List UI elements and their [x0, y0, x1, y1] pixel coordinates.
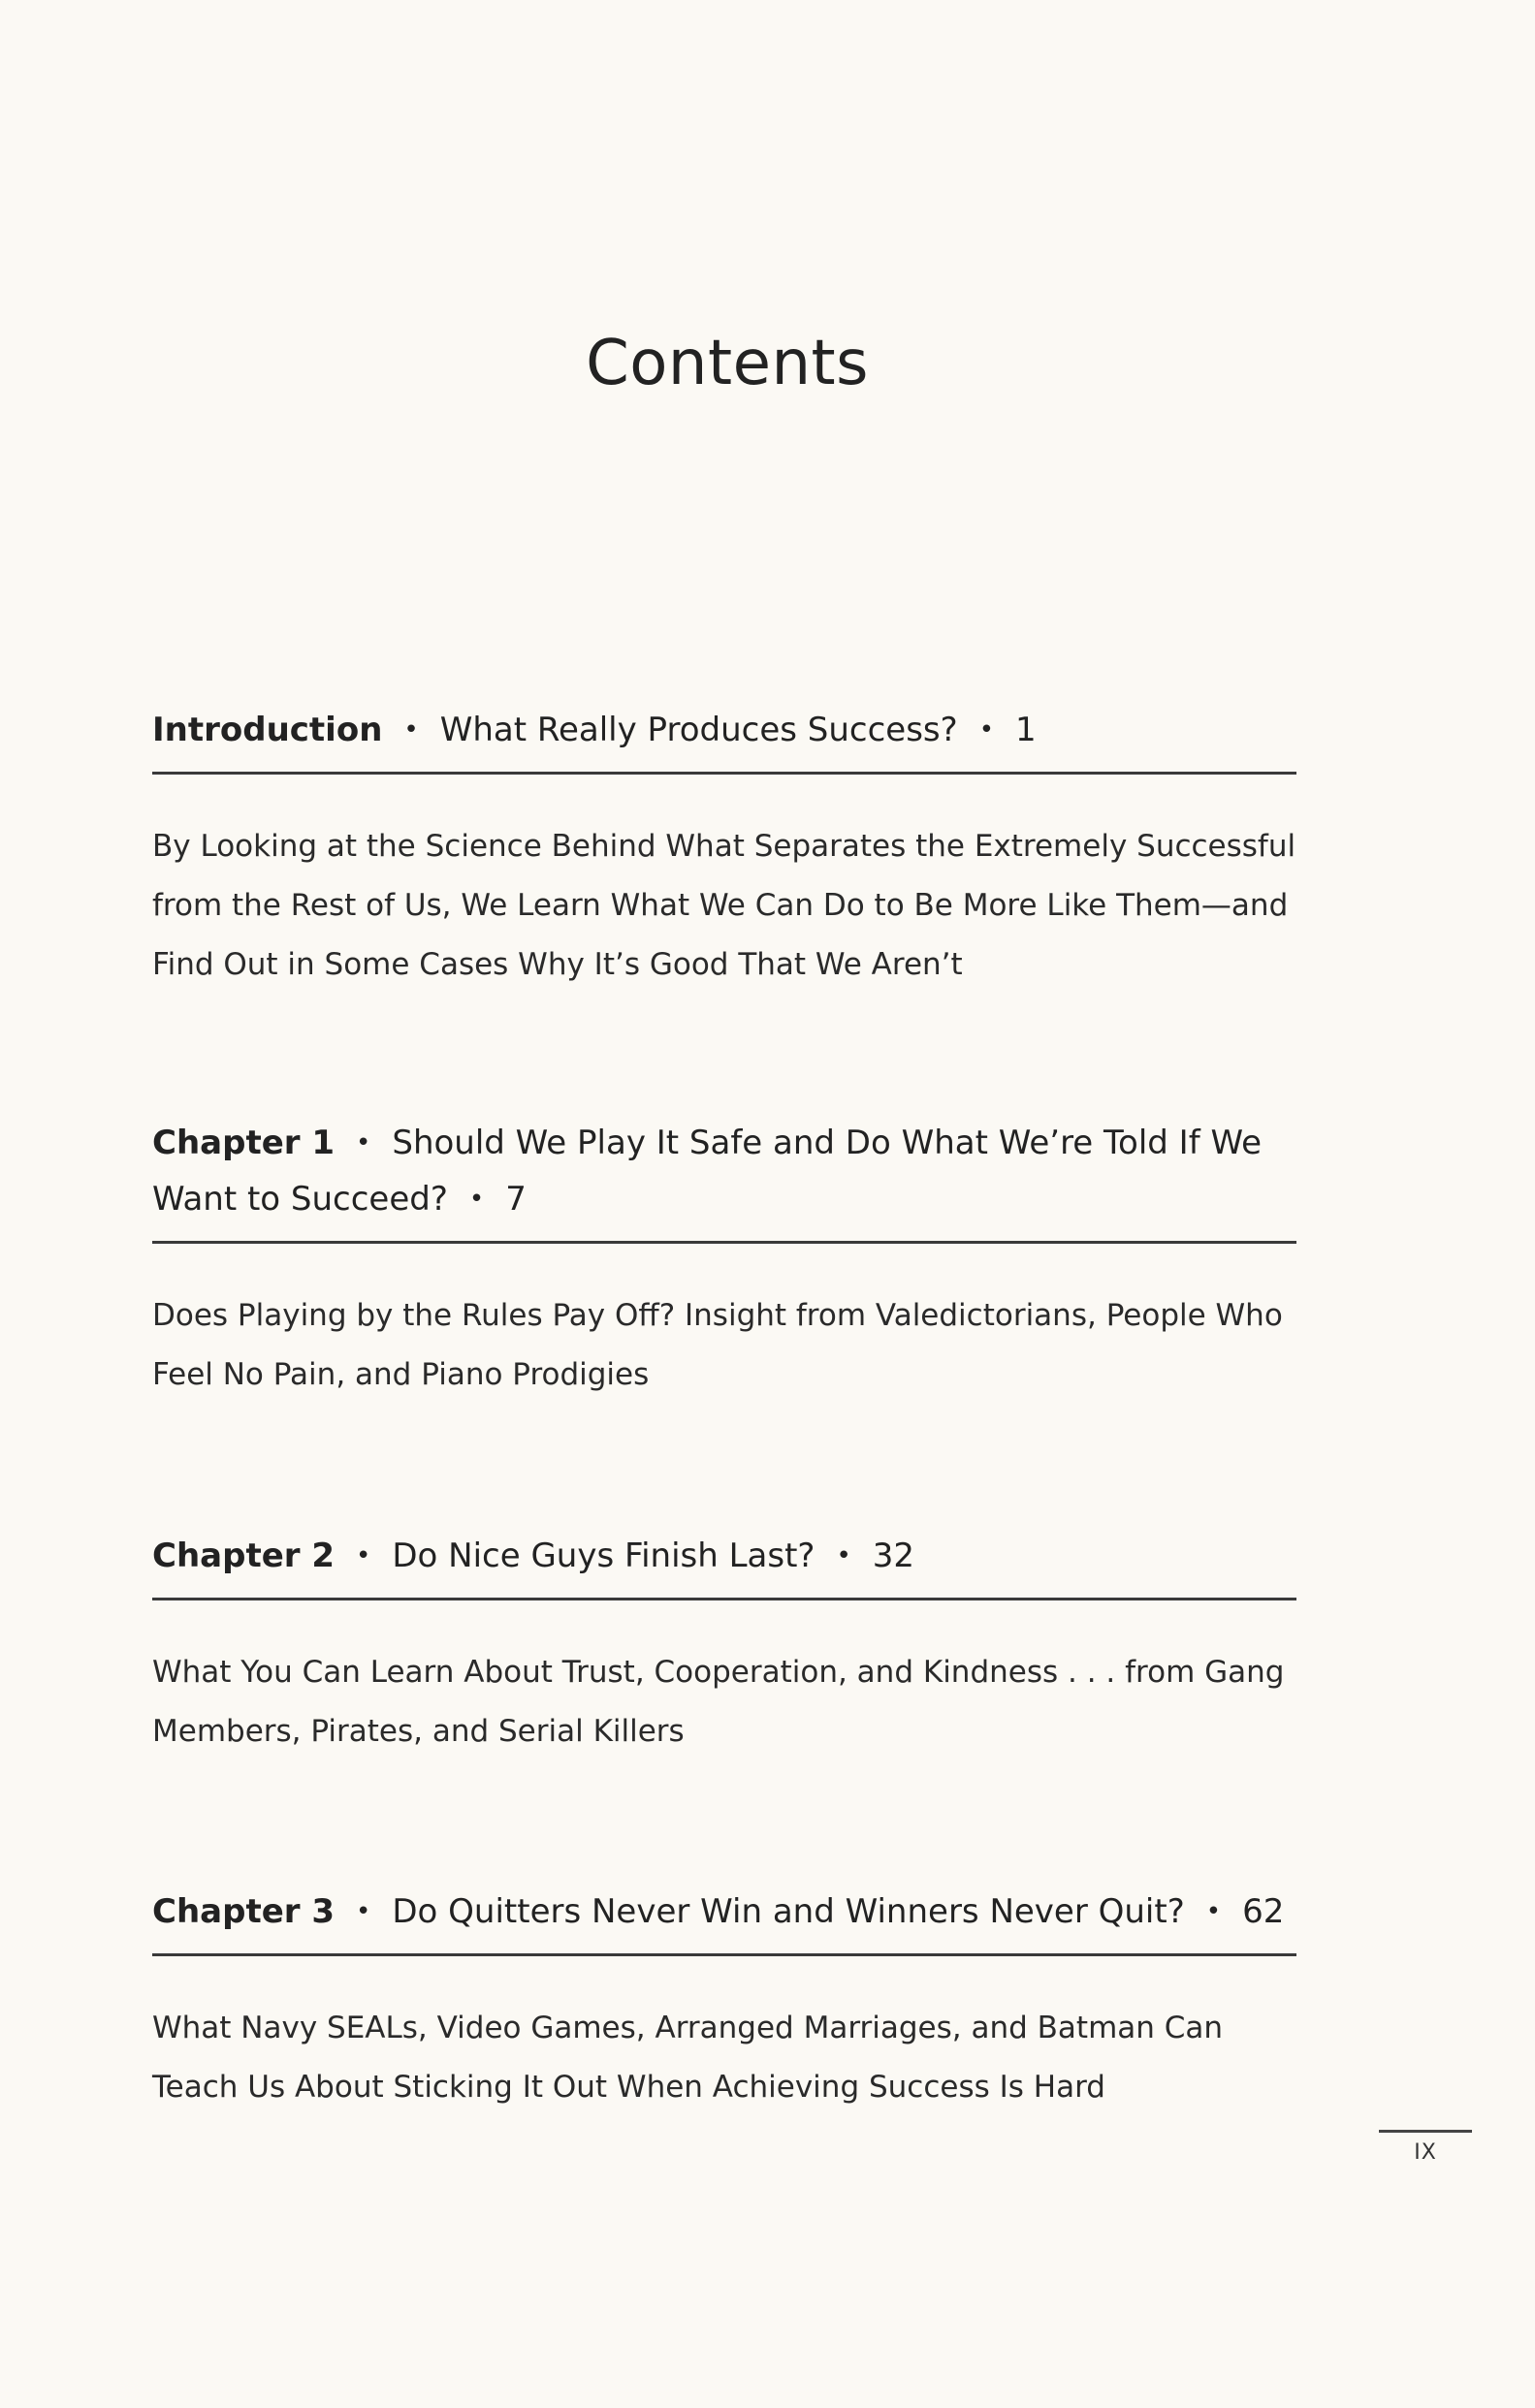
entry-description: Does Playing by the Rules Pay Off? Insight from Valedictorians, People Who Feel No Pain, and Piano Prodigies [152, 1298, 1283, 1392]
entry-page-number: 1 [1015, 711, 1037, 749]
entry-title: Do Quitters Never Win and Winners Never Quit? [392, 1892, 1185, 1931]
entry-page-number: 32 [872, 1537, 915, 1575]
toc-entry-chapter-1 [152, 1115, 1296, 1405]
toc-entry-heading [152, 702, 1296, 775]
bullet-separator: • [978, 715, 995, 745]
entry-page-number: 62 [1242, 1892, 1285, 1931]
bullet-separator: • [356, 1541, 371, 1570]
toc-entry-heading [152, 1884, 1296, 1956]
entry-description: What Navy SEALs, Video Games, Arranged Marriages, and Batman Can Teach Us About Sticking It Out When Achieving Success Is Hard [152, 2011, 1224, 2105]
page-folio: IX [1379, 2130, 1472, 2165]
entry-title: What Really Produces Success? [439, 711, 958, 749]
toc-entry-heading [152, 1115, 1296, 1244]
entry-description: By Looking at the Science Behind What Separates the Extremely Successful from the Rest of Us, We Learn What We Can Do to Be More Like Them—and Find Out in Some Cases Why It’s Good That We Aren’t [152, 829, 1296, 982]
bullet-separator: • [403, 715, 419, 745]
entry-title: Should We Play It Safe and Do What We’re Told If We Want to Succeed? [152, 1124, 1263, 1219]
entry-label: Chapter 3 [152, 1892, 336, 1931]
bullet-separator: • [356, 1128, 371, 1157]
toc-entry-chapter-3 [152, 1884, 1296, 2117]
bullet-separator: • [1205, 1897, 1222, 1926]
toc-entry-introduction [152, 702, 1296, 995]
entry-label: Chapter 2 [152, 1537, 336, 1575]
page-title: Contents [586, 328, 869, 399]
toc-entry-heading [152, 1528, 1296, 1600]
entry-description: What You Can Learn About Trust, Cooperation, and Kindness . . . from Gang Members, Pirates, and Serial Killers [152, 1655, 1285, 1749]
entry-label: Chapter 1 [152, 1124, 336, 1162]
entry-page-number: 7 [505, 1180, 527, 1219]
bullet-separator: • [468, 1185, 485, 1214]
entry-title: Do Nice Guys Finish Last? [392, 1537, 815, 1575]
toc-entry-chapter-2 [152, 1528, 1296, 1761]
bullet-separator: • [356, 1897, 371, 1926]
bullet-separator: • [836, 1541, 851, 1570]
entry-label: Introduction [152, 711, 383, 749]
